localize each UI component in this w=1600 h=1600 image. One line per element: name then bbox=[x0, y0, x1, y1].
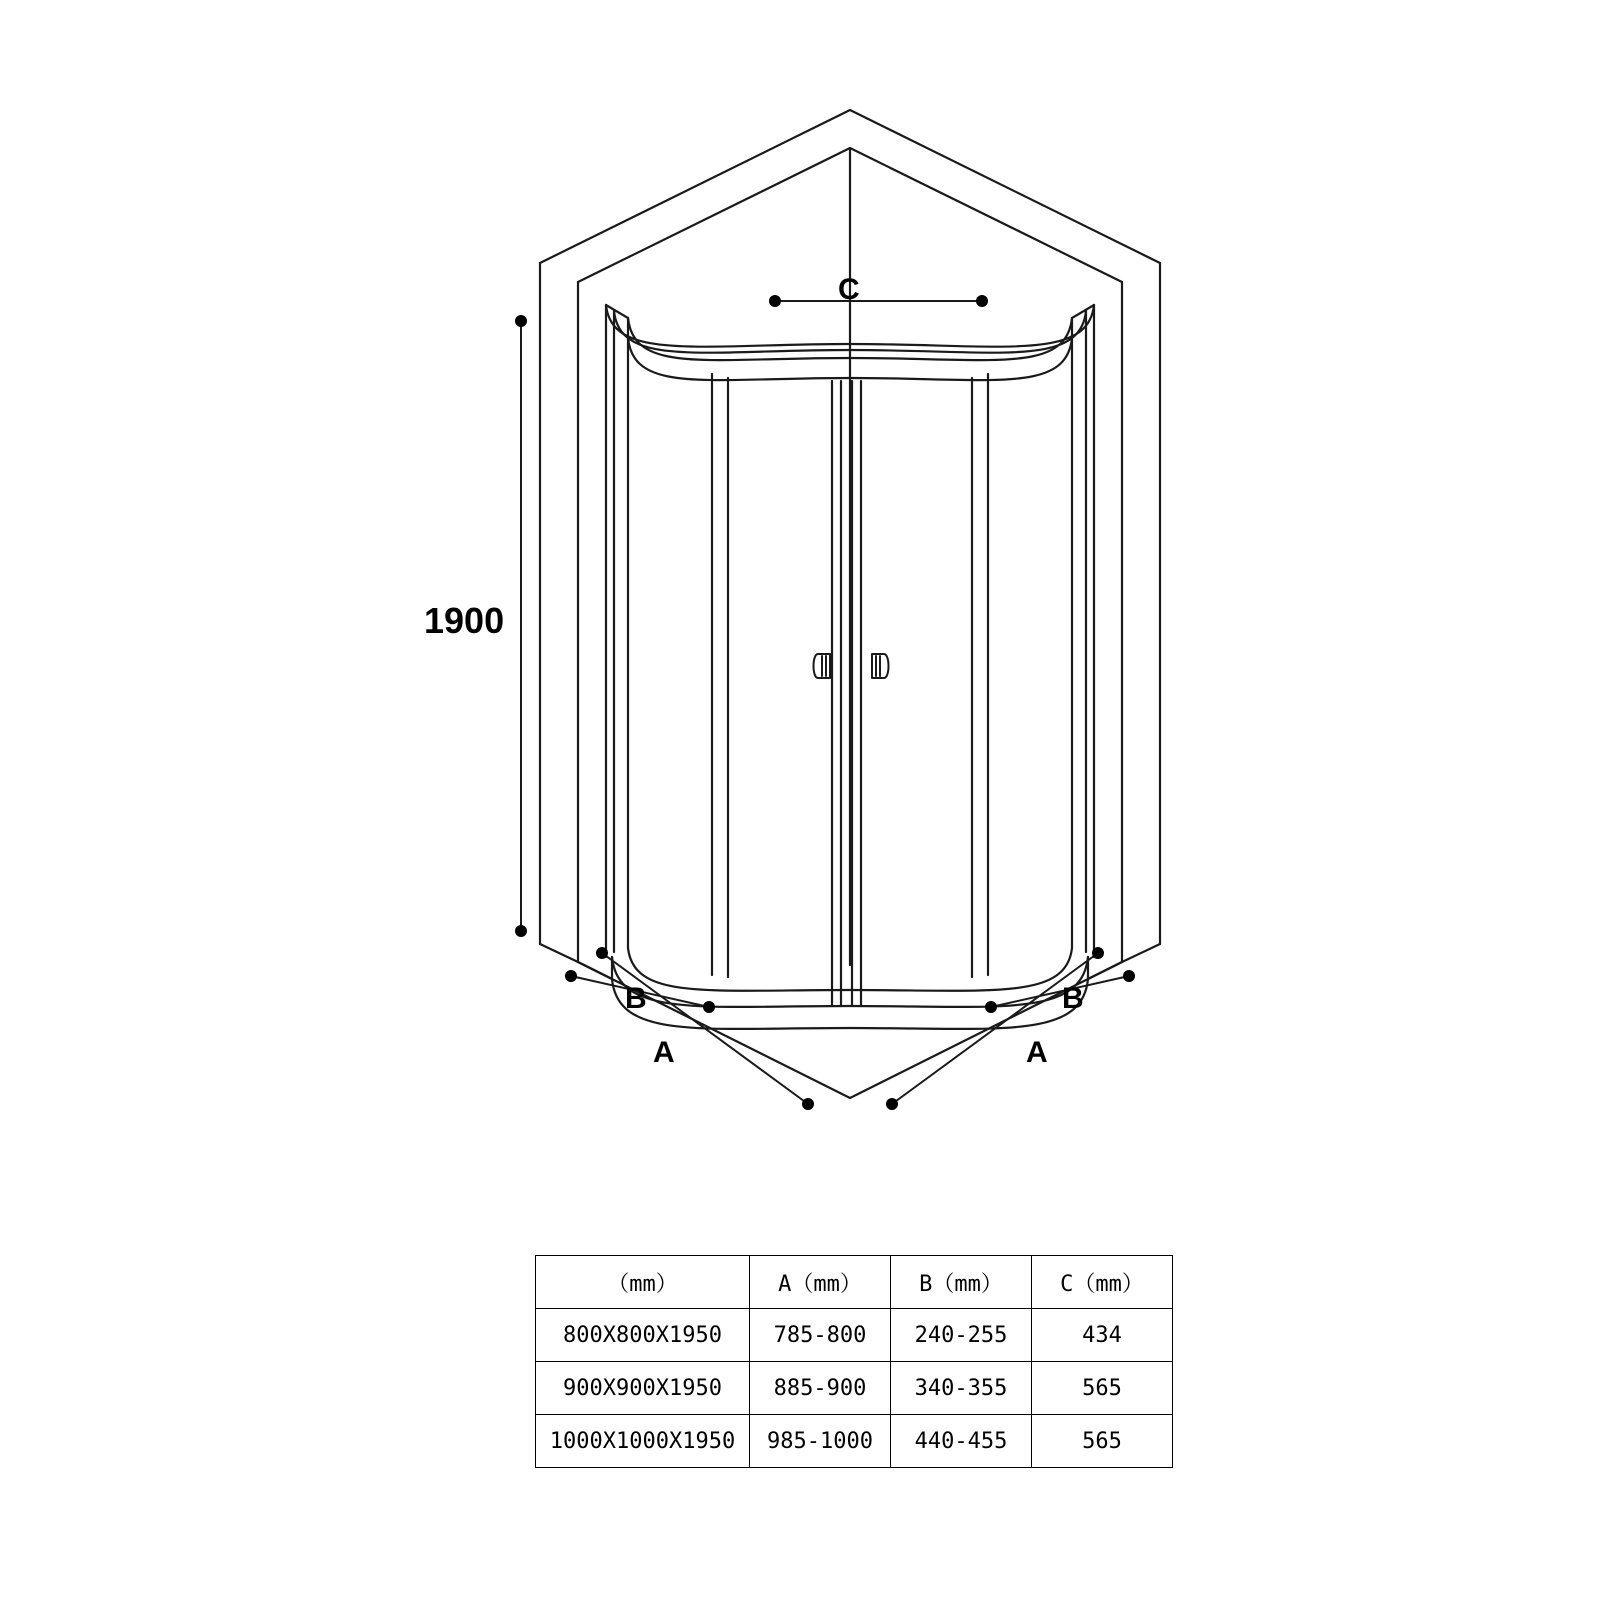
table-row bbox=[536, 1362, 1173, 1415]
dimension-height bbox=[515, 313, 540, 937]
table-cell-model: 900X900X1950 bbox=[536, 1362, 750, 1415]
table-header-a: A（mm） bbox=[750, 1256, 891, 1309]
dimension-c bbox=[769, 295, 988, 307]
table-cell-c: 565 bbox=[1032, 1415, 1173, 1468]
table-header-row bbox=[536, 1256, 1173, 1309]
dimension-label-c: C bbox=[838, 273, 860, 306]
table-cell-a: 885-900 bbox=[750, 1362, 891, 1415]
table-cell-model: 1000X1000X1950 bbox=[536, 1415, 750, 1468]
table-cell-model: 800X800X1950 bbox=[536, 1309, 750, 1362]
table-cell-c: 434 bbox=[1032, 1309, 1173, 1362]
table-cell-b: 440-455 bbox=[891, 1415, 1032, 1468]
table-cell-b: 240-255 bbox=[891, 1309, 1032, 1362]
table-cell-c: 565 bbox=[1032, 1362, 1173, 1415]
dimension-label-a-left: A bbox=[653, 1036, 675, 1069]
dimension-label-b-right: B bbox=[1062, 982, 1084, 1015]
table-cell-b: 340-355 bbox=[891, 1362, 1032, 1415]
table-row bbox=[536, 1309, 1173, 1362]
table-header-c: C（mm） bbox=[1032, 1256, 1173, 1309]
dimension-label-a-right: A bbox=[1026, 1036, 1048, 1069]
table-header-b: B（mm） bbox=[891, 1256, 1032, 1309]
table-header-model: （mm） bbox=[536, 1256, 750, 1309]
dimension-label-b-left: B bbox=[625, 982, 647, 1015]
specification-table bbox=[535, 1255, 1173, 1468]
table-cell-a: 785-800 bbox=[750, 1309, 891, 1362]
dimension-label-height: 1900 bbox=[424, 600, 505, 641]
table-row bbox=[536, 1415, 1173, 1468]
table-cell-a: 985-1000 bbox=[750, 1415, 891, 1468]
